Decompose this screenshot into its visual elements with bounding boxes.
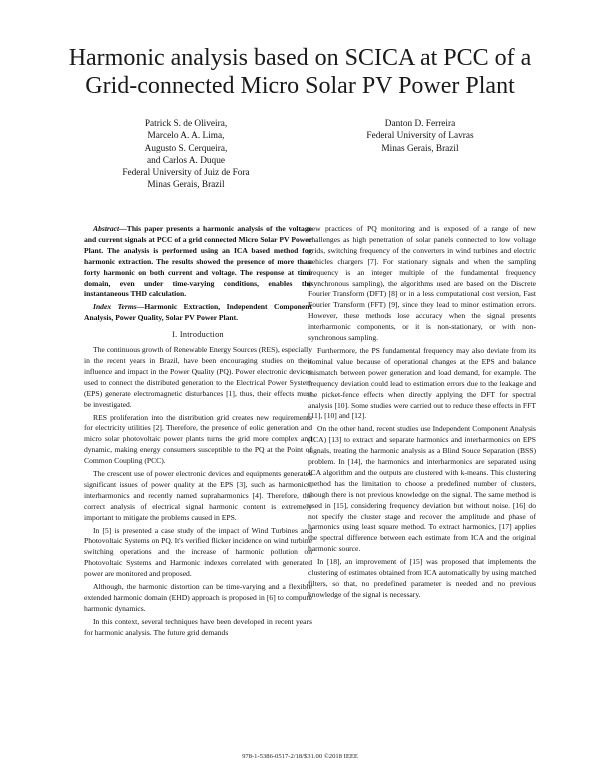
author-affiliation: Federal University of Juiz de Fora [122, 168, 250, 179]
author-line: Marcelo A. A. Lima, [147, 131, 225, 142]
title-line-1: Harmonic analysis based on SCICA at PCC of a [68, 45, 532, 71]
paragraph: Although, the harmonic distortion can be time-varying and a flexible extended harmonic domain (EHD) approach is proposed in [6] to compute harmonic dynamics. [84, 582, 312, 613]
author-line: Patrick S. de Oliveira, [144, 119, 228, 129]
paragraph: The continuous growth of Renewable Energy Sources (RES), especially in the recent years in Brazil, have been encouraging studies on their influence and impact in the Power Quality (PQ). Power electronic devices used to connect the distributed generation to the Electrical Power System (EPS) generate electromagnetic disturbances [1], thus, their effects must be investigated. [84, 345, 312, 409]
index-terms-text: —Harmonic Extraction, Independent Component Analysis, Power Quality, Solar PV Power Plant. [84, 302, 312, 323]
paragraph: RES proliferation into the distribution grid creates new requirements for electricity utilities [2]. Therefore, the presence of eolic generation and micro solar photovoltaic power plants turns the grid more complex and dynamic, making energy consumers susceptible to the PQ at the Point of Common Coupling (PCC). [84, 412, 312, 466]
title-line-2: Grid-connected Micro Solar PV Power Plant [85, 73, 515, 99]
index-terms [84, 302, 312, 324]
index-terms-label: Index Terms [93, 302, 137, 312]
author-block-1 [96, 118, 276, 192]
right-column [308, 224, 536, 603]
paper-title [0, 44, 600, 100]
paragraph: Furthermore, the PS fundamental frequency may also deviate from its nominal value because of operational changes at the EPS and balance mismatch between power generation and load demand, for example. The frequency deviation could lead to estimation errors due to the leakage and the picket-fence effects when directly applying the DFT for spectral analysis [10]. Some studies were carried out to reduce these effects in FFT [11], [10] and [12]. [308, 345, 536, 421]
author-affiliation: Federal University of Lavras [366, 131, 474, 142]
author-location: Minas Gerais, Brazil [147, 180, 225, 191]
paragraph: new practices of PQ monitoring and is exposed of a range of new challenges as high penetration of solar panels connected to low voltage grids, switching frequency of the converters in wind turbines and electric vehicles chargers [7]. For stationary signals and when the sampling frequency is an integer multiple of the fundamental frequency (synchronous sampling), the algorithms used are based on the Discrete Fourier Transform (DFT) [8] or in a less computational cost version, Fast Fourier Transform (FFT) [9], since they lead to minor estimation errors. However, these methods lose accuracy when the signal presents interharmonic components, or it is non-stationary, or with non-synchronous sampling. [308, 224, 536, 343]
paragraph: In this context, several techniques have been developed in recent years for harmonic analysis. The future grid demands [84, 616, 312, 637]
author-block-2 [330, 118, 510, 155]
paragraph: In [5] is presented a case study of the impact of Wind Turbines and Photovoltaic Systems on PQ. It's verified flicker incidence on wind turbine switching operations and the increase of harmonic pollution on Photovoltaic Systems and Harmonic indexes correlated with generated power are monitored and proposed. [84, 525, 312, 579]
left-column [84, 224, 312, 641]
author-line: Danton D. Ferreira [384, 119, 456, 129]
paragraph: The crescent use of power electronic devices and equipments generates significant issues of power quality at the EPS [3], such as harmonics, interharmonics and recently named supraharmonics [4]. Therefore, the correct analysis of electrical signal harmonic content is extremely important to mitigate the problems caused in EPS. [84, 469, 312, 522]
author-line: Augusto S. Cerqueira, [144, 143, 228, 154]
section-heading: I. Introduction [172, 330, 224, 340]
paragraph: In [18], an improvement of [15] was proposed that implements the clustering of estimates obtained from ICA automatically by using matched filters, so that, no predefined parameter is needed and no previous knowledge of the signal is necessary. [308, 557, 536, 599]
abstract [84, 224, 312, 300]
abstract-text: —This paper presents a harmonic analysis of the voltage and current signals at PCC of a grid connected Micro Solar PV Power Plant. The analysis is performed using an ICA based method for harmonic extraction. The results showed the presence of more than forty harmonic on both current and voltage. The response at time domain, even under time-varying conditions, enables the instantaneous THD calculation. [84, 224, 312, 299]
paragraph: On the other hand, recent studies use Independent Component Analysis (ICA) [13] to extract and separate harmonics and interharmonics on EPS signals, treating the harmonic analysis as a Blind Souce Separation (BSS) problem. In [14], the harmonics and interharmonics are separated using ICA algorithm and the outputs are clustered with k-means. This clustering method has the limitation to choose a predefined number of clusters, though there is not previous knowledge on the signal. The same method is used in [15], considering frequency deviation but without noise. [16] do not specify the cluster stage and recover the amplitude and phase of harmonics using least square method. To extract harmonics, [17] applies the spectral difference between each estimate from ICA and the original harmonic source. [308, 424, 536, 554]
abstract-label: Abstract [93, 224, 120, 233]
author-location: Minas Gerais, Brazil [381, 143, 459, 154]
author-line: and Carlos A. Duque [147, 155, 225, 166]
copyright-footer: 978-1-5386-0517-2/18/$31.00 ©2018 IEEE [242, 753, 358, 760]
